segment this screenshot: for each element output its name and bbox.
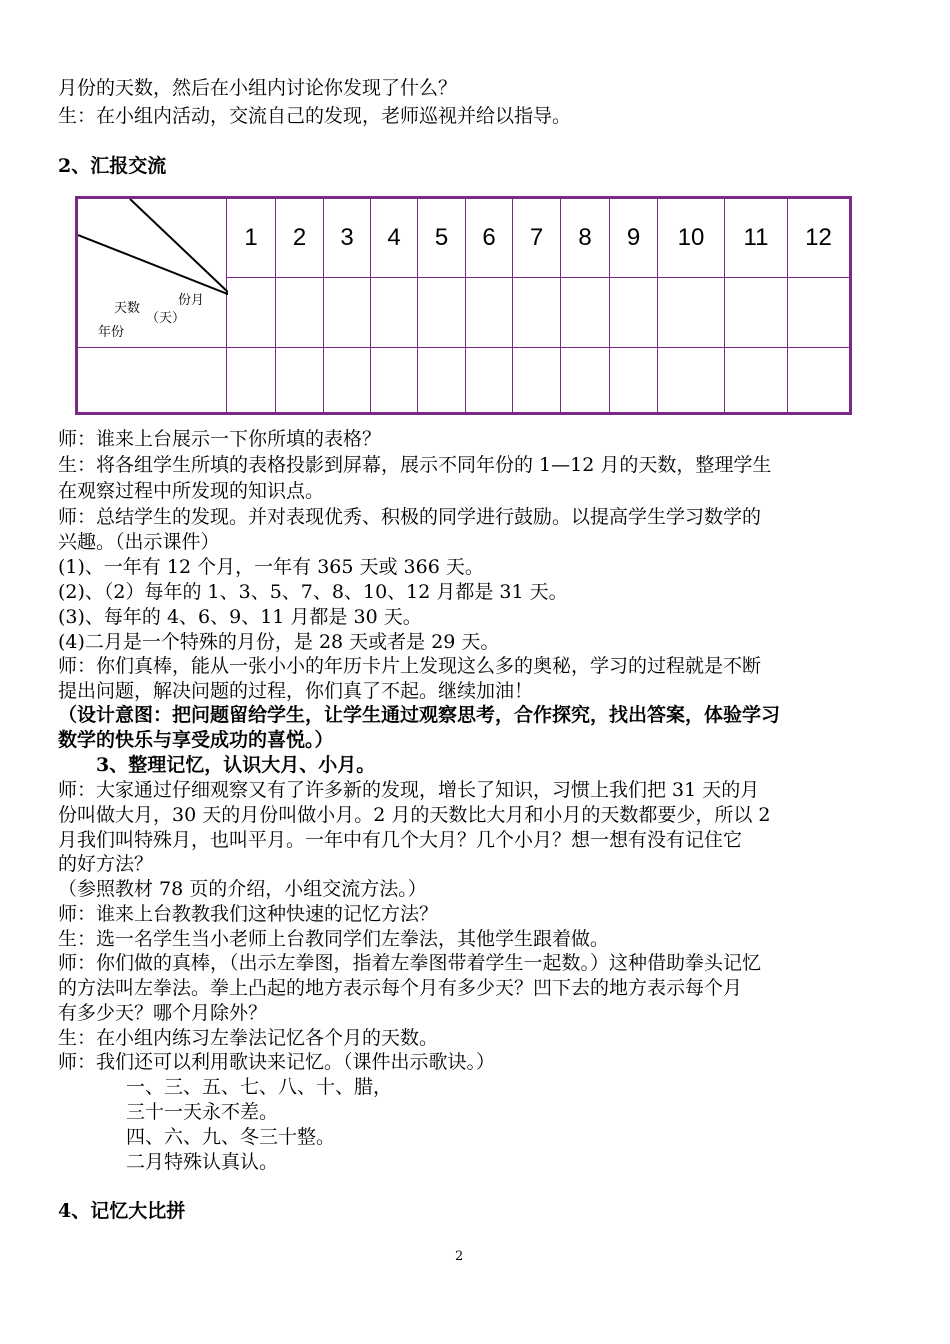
- rhyme-line-1: 一、三、五、七、八、十、腊，: [126, 1076, 393, 1098]
- table-cell: [561, 278, 610, 348]
- table-cell: [513, 348, 561, 414]
- table-cell: [658, 348, 725, 414]
- table-cell: [371, 278, 418, 348]
- intro-line-1: 月份的天数，然后在小组内讨论你发现了什么？: [58, 77, 458, 99]
- table-cell: [276, 348, 324, 414]
- design-intent-line-1: （设计意图：把问题留给学生，让学生通过观察思考，合作探究，找出答案，体验学习: [58, 704, 781, 726]
- table-cell: [324, 278, 371, 348]
- table-cell: [725, 278, 788, 348]
- table-cell: [561, 348, 610, 414]
- month-header-12: 12: [788, 198, 851, 278]
- month-axis-label: 份月: [178, 293, 205, 308]
- table-cell: [658, 278, 725, 348]
- table-cell: [324, 348, 371, 414]
- rhyme-line-3: 四、六、九、冬三十整。: [126, 1126, 336, 1148]
- month-days-table: [75, 196, 852, 412]
- rhyme-line-2: 三十一天永不差。: [126, 1101, 279, 1123]
- month-header-8: 8: [561, 198, 610, 278]
- month-header-7: 7: [513, 198, 561, 278]
- body-line: 有多少天？哪个月除外？: [58, 1002, 268, 1024]
- body-line: 在观察过程中所发现的知识点。: [58, 480, 325, 502]
- section-heading-2: 2、汇报交流: [58, 155, 167, 177]
- body-line: 师：谁来上台展示一下你所填的表格？: [58, 428, 382, 450]
- body-line: (3)、每年的 4、6、9、11 月都是 30 天。: [58, 606, 422, 628]
- table-cell: [227, 348, 276, 414]
- rhyme-line-4: 二月特殊认真认。: [126, 1151, 279, 1173]
- body-line: 师：总结学生的发现。并对表现优秀、积极的同学进行鼓励。以提高学生学习数学的: [58, 506, 762, 528]
- body-line: 兴趣。（出示课件）: [58, 531, 220, 553]
- table-cell: [466, 348, 513, 414]
- days-axis-label: 天数: [114, 301, 141, 316]
- body-line: 生：选一名学生当小老师上台教同学们左拳法，其他学生跟着做。: [58, 928, 610, 950]
- table-cell: [276, 278, 324, 348]
- table-cell: [227, 278, 276, 348]
- diagonal-header-cell: [77, 198, 227, 348]
- table-cell: [418, 278, 466, 348]
- month-header-2: 2: [276, 198, 324, 278]
- body-line: 份叫做大月，30 天的月份叫做小月。2 月的天数比大月和小月的天数都要少，所以 2: [58, 804, 771, 826]
- body-line: 生：在小组内练习左拳法记忆各个月的天数。: [58, 1027, 439, 1049]
- body-line: （参照教材 78 页的介绍，小组交流方法。）: [58, 878, 427, 900]
- table-cell: [418, 348, 466, 414]
- table-cell: [513, 278, 561, 348]
- design-intent-line-2: 数学的快乐与享受成功的喜悦。）: [58, 729, 334, 751]
- table-cell: [610, 278, 658, 348]
- body-line: 师：谁来上台教教我们这种快速的记忆方法？: [58, 903, 439, 925]
- month-header-3: 3: [324, 198, 371, 278]
- body-line: 师：大家通过仔细观察又有了许多新的发现，增长了知识，习惯上我们把 31 天的月: [58, 779, 760, 801]
- intro-line-2: 生：在小组内活动，交流自己的发现，老师巡视并给以指导。: [58, 105, 572, 127]
- month-header-9: 9: [610, 198, 658, 278]
- page-number: 2: [455, 1249, 464, 1264]
- days-unit-label: （天）: [146, 311, 186, 326]
- table-cell: [725, 348, 788, 414]
- table-cell: [371, 348, 418, 414]
- body-line: 月我们叫特殊月，也叫平月。一年中有几个大月？几个小月？想一想有没有记住它: [58, 829, 743, 851]
- table-cell: [788, 278, 851, 348]
- table-cell: [788, 348, 851, 414]
- month-header-10: 10: [658, 198, 725, 278]
- body-line: (4)二月是一个特殊的月份，是 28 天或者是 29 天。: [58, 631, 500, 653]
- body-line: 提出问题，解决问题的过程，你们真了不起。继续加油！: [58, 680, 534, 702]
- body-line: 师：我们还可以利用歌诀来记忆。（课件出示歌诀。）: [58, 1051, 496, 1073]
- month-header-4: 4: [371, 198, 418, 278]
- body-line: (2)、（2）每年的 1、3、5、7、8、10、12 月都是 31 天。: [58, 581, 568, 603]
- table-cell: [466, 278, 513, 348]
- body-line: (1)、一年有 12 个月，一年有 365 天或 366 天。: [58, 556, 484, 578]
- body-line: 的好方法？: [58, 853, 154, 875]
- body-line: 的方法叫左拳法。拳上凸起的地方表示每个月有多少天？凹下去的地方表示每个月: [58, 977, 743, 999]
- body-line: 师：你们真棒，能从一张小小的年历卡片上发现这么多的奥秘，学习的过程就是不断: [58, 655, 762, 677]
- month-header-5: 5: [418, 198, 466, 278]
- month-header-11: 11: [725, 198, 788, 278]
- body-line: 生：将各组学生所填的表格投影到屏幕，展示不同年份的 1—12 月的天数，整理学生: [58, 454, 772, 476]
- month-header-1: 1: [227, 198, 276, 278]
- table-cell: [610, 348, 658, 414]
- section-heading-3: 3、整理记忆，认识大月、小月。: [96, 754, 376, 776]
- section-heading-4: 4、记忆大比拼: [58, 1200, 186, 1222]
- month-header-6: 6: [466, 198, 513, 278]
- year-axis-label: 年份: [98, 325, 125, 340]
- body-line: 师：你们做的真棒，（出示左拳图，指着左拳图带着学生一起数。）这种借助拳头记忆: [58, 952, 762, 974]
- table-cell: [77, 348, 227, 414]
